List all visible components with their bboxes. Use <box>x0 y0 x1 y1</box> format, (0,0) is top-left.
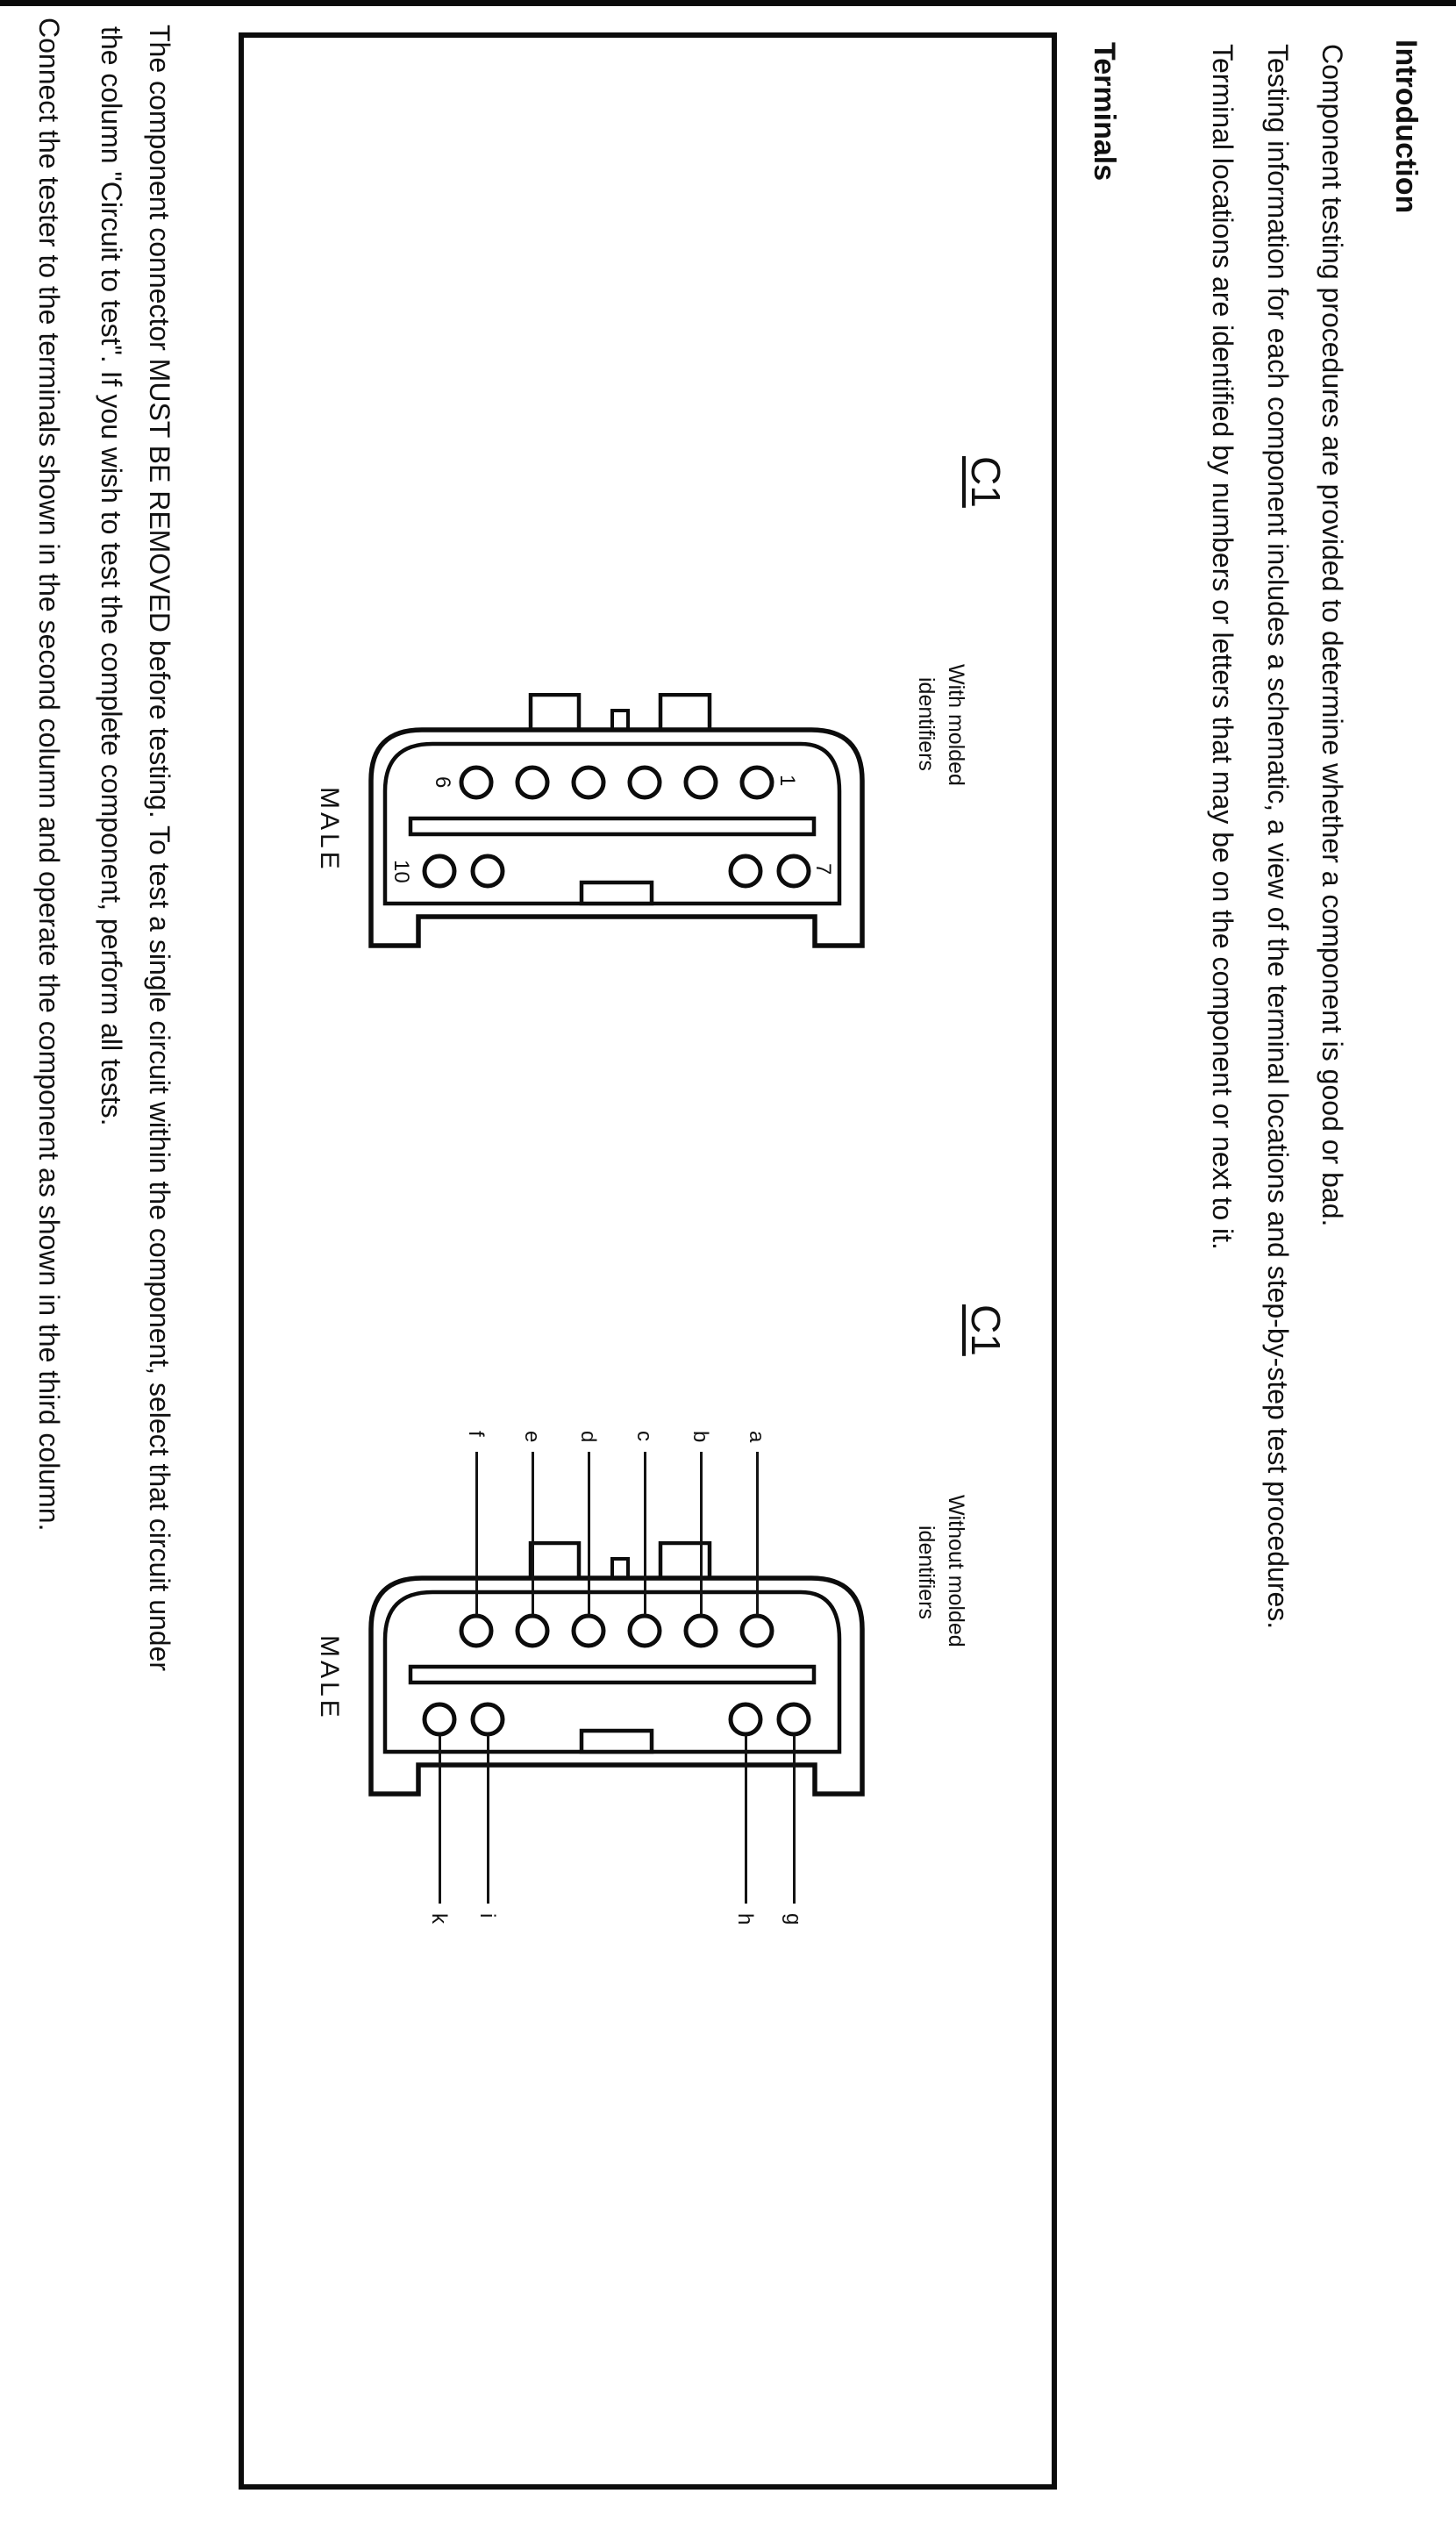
connector2-variant-line2: identifiers <box>914 1525 939 1619</box>
pin-letter-f: f <box>464 1431 488 1437</box>
pin-circle <box>742 1616 772 1646</box>
index-key-tab <box>612 1559 628 1578</box>
leader-line <box>439 1735 441 1904</box>
pin-circle <box>742 768 772 797</box>
mount-tab-left <box>531 695 579 730</box>
index-key-tab <box>612 711 628 730</box>
connector1-variant-line2: identifiers <box>914 677 939 771</box>
pin-number-6: 6 <box>431 776 454 789</box>
pin-circle <box>517 768 547 797</box>
pin-circle <box>731 1704 760 1734</box>
pin-letter-g: g <box>782 1913 805 1925</box>
latch-notch <box>582 882 652 904</box>
footer-para1-line1: The component connector MUST BE REMOVED before testing. To test a single circuit within the component, select that circuit under <box>144 25 175 1672</box>
pin-circle <box>425 856 454 886</box>
connector-shell-outline <box>371 730 862 946</box>
connector2-variant-line1: Without molded <box>944 1495 968 1647</box>
intro-para-1: Component testing procedures are provided to determine whether a component is good or bad. <box>1317 44 1348 1227</box>
connector2-gender-label: MALE <box>315 1635 344 1721</box>
pin-number-7: 7 <box>811 863 835 875</box>
scan-edge-artifact <box>0 0 1456 6</box>
pin-circle <box>473 856 503 886</box>
terminals-heading: Terminals <box>1088 42 1121 182</box>
leader-line <box>532 1452 534 1615</box>
pin-letter-k: k <box>427 1913 451 1924</box>
leader-line <box>487 1735 489 1904</box>
center-slot <box>410 1667 814 1683</box>
pin-circle <box>779 856 809 886</box>
leader-line <box>745 1735 747 1904</box>
connector2-ref-label: C1 <box>963 1304 1009 1356</box>
pin-circle <box>686 768 716 797</box>
mount-tab-right <box>660 695 710 730</box>
leader-line <box>475 1452 478 1615</box>
pin-letter-a: a <box>745 1431 768 1443</box>
leader-line <box>644 1452 646 1615</box>
intro-para-3: Terminal locations are identified by numbers or letters that may be on the component or next to it. <box>1207 44 1238 1250</box>
pin-number-1: 1 <box>775 775 799 787</box>
connector1-diagram <box>362 693 871 953</box>
pin-circle <box>574 768 603 797</box>
footer-para1-line2: the column "Circuit to test". If you wish to test the complete component, perform all tests. <box>96 26 127 1126</box>
connector1-ref-label: C1 <box>963 456 1009 508</box>
leader-line <box>756 1452 759 1615</box>
intro-para-2: Testing information for each component includes a schematic, a view of the terminal locations and step-by-step test procedures. <box>1262 44 1294 1630</box>
pin-circle <box>425 1704 454 1734</box>
connector-shell-outline <box>371 1578 862 1794</box>
leader-line <box>700 1452 703 1615</box>
pin-circle <box>517 1616 547 1646</box>
center-slot <box>410 818 814 834</box>
connector1-variant-line1: With molded <box>944 664 968 786</box>
pin-circle <box>686 1616 716 1646</box>
pin-circle <box>630 768 660 797</box>
pin-letter-h: h <box>733 1913 757 1925</box>
connector1-gender-label: MALE <box>315 787 344 873</box>
pin-letter-e: e <box>520 1431 544 1443</box>
pin-circle <box>630 1616 660 1646</box>
pin-circle <box>731 856 760 886</box>
intro-heading: Introduction <box>1389 39 1423 214</box>
mount-tab-left <box>531 1543 579 1578</box>
pin-letter-b: b <box>689 1431 712 1443</box>
leader-line <box>588 1452 590 1615</box>
pin-letter-d: d <box>576 1431 600 1443</box>
pin-number-10: 10 <box>389 860 413 883</box>
mount-tab-right <box>660 1543 710 1578</box>
pin-circle <box>779 1704 809 1734</box>
pin-circle <box>574 1616 603 1646</box>
pin-circle <box>473 1704 503 1734</box>
pin-circle <box>461 1616 491 1646</box>
footer-para2: Connect the tester to the terminals shown in the second column and operate the component as shown in the third column. <box>33 18 65 1532</box>
pin-letter-i: i <box>475 1913 499 1918</box>
latch-notch <box>582 1731 652 1752</box>
pin-letter-c: c <box>632 1431 656 1441</box>
terminals-figure-box <box>239 32 1057 2490</box>
leader-line <box>793 1735 796 1904</box>
pin-circle <box>461 768 491 797</box>
